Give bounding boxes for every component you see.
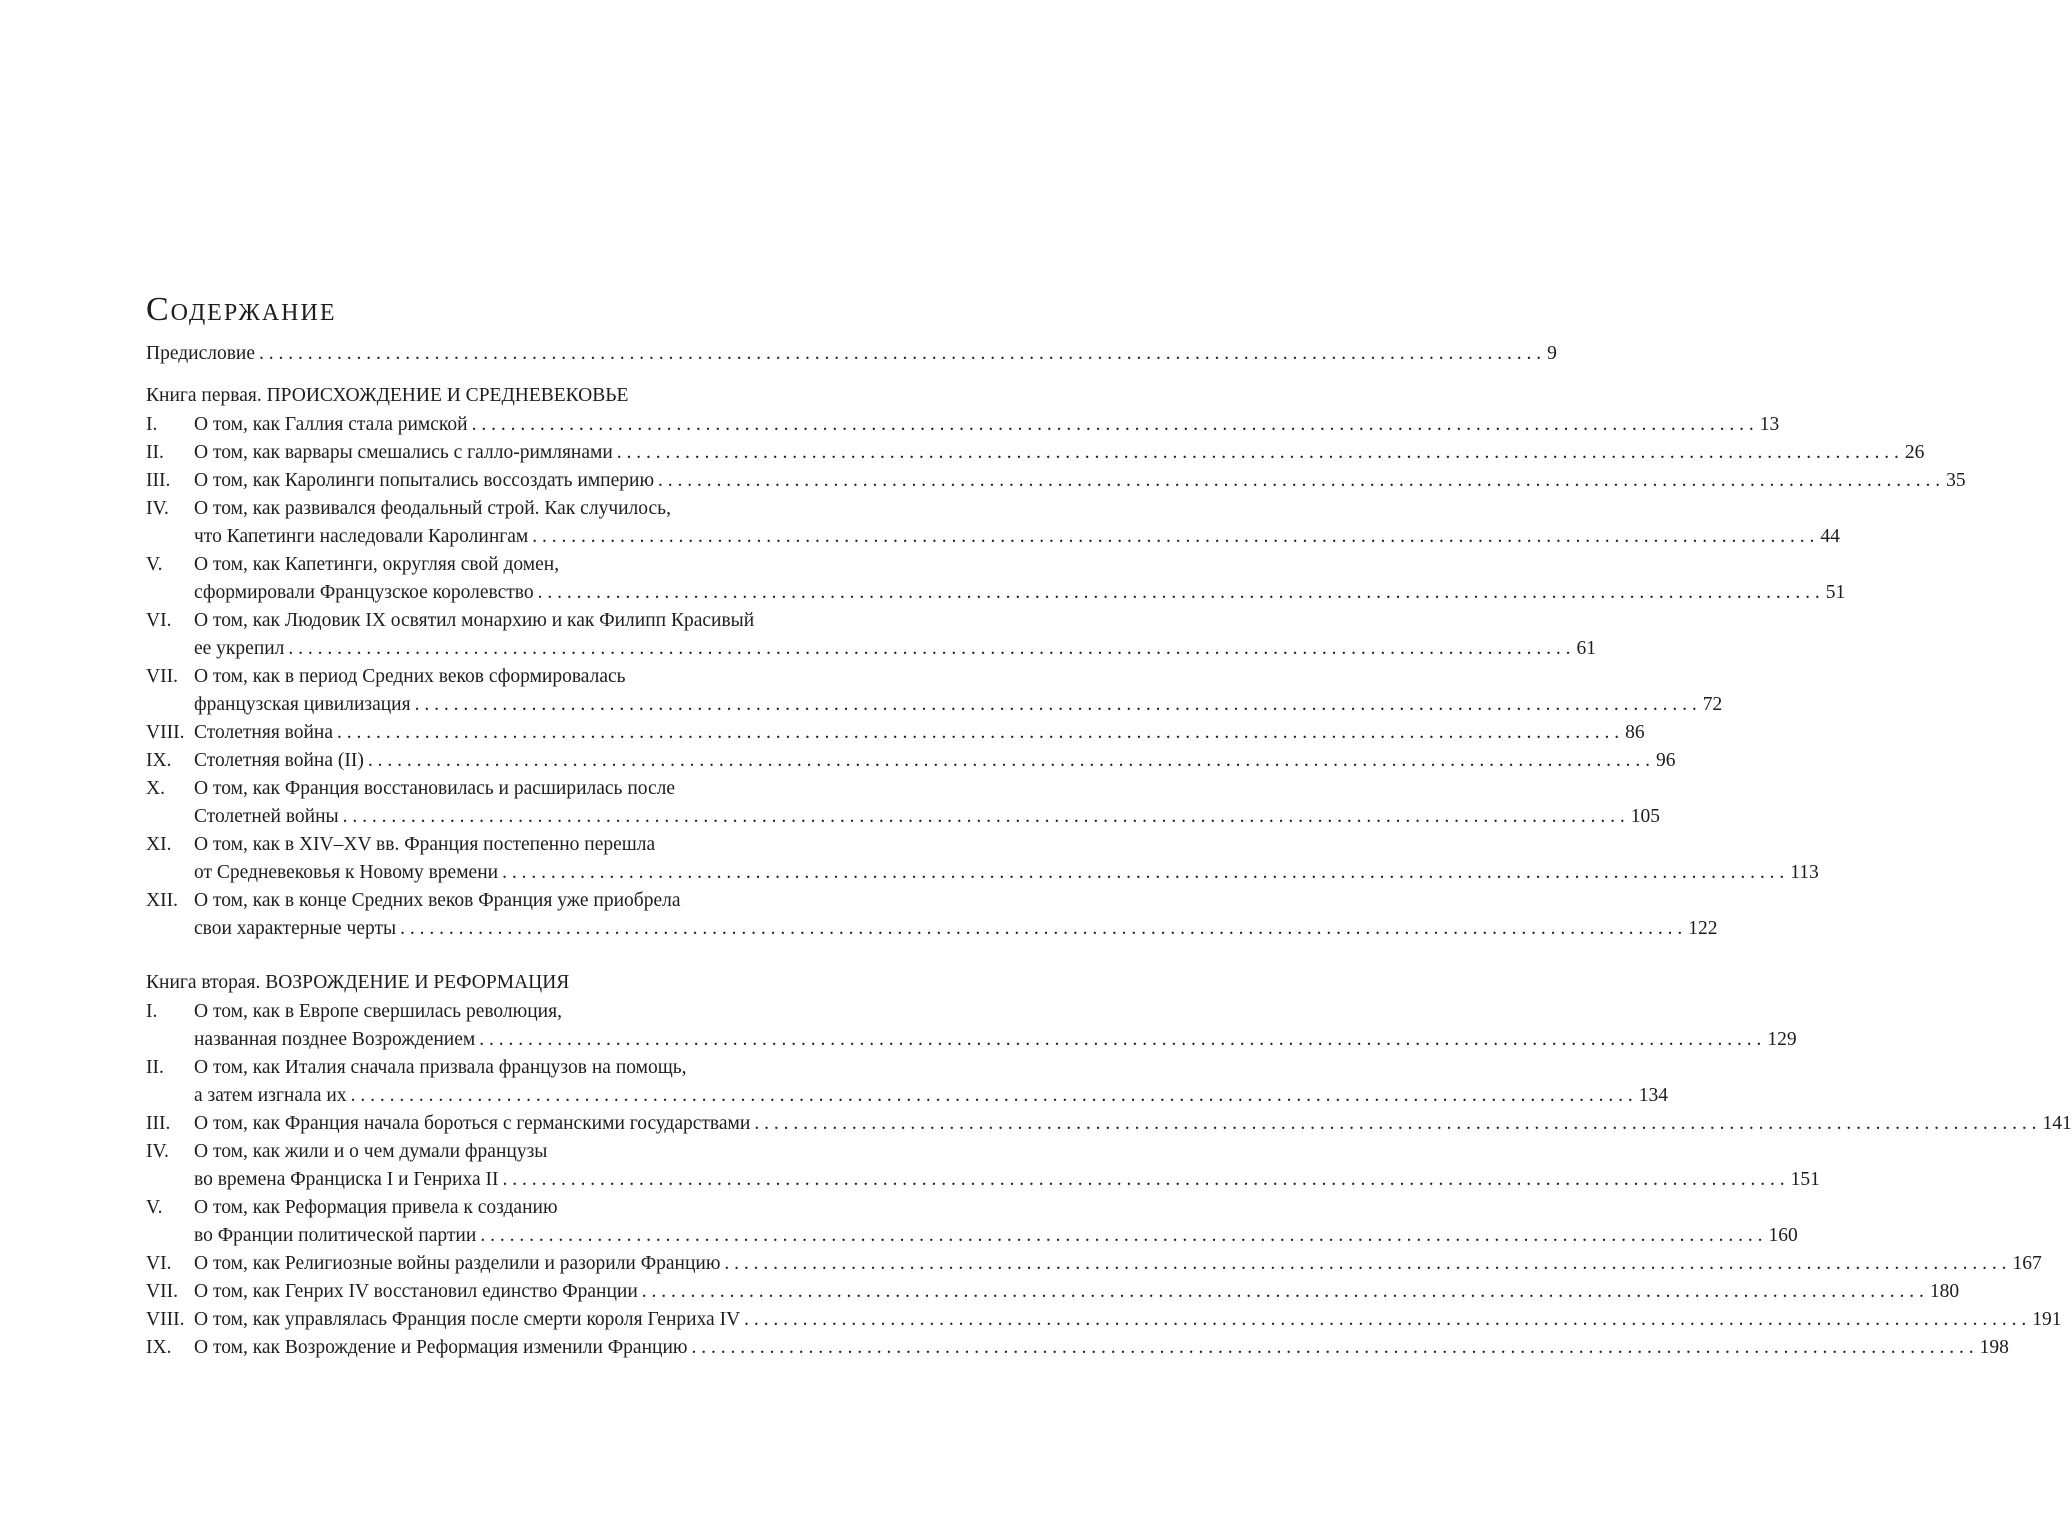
dot-leader xyxy=(351,1082,1633,1110)
book-heading: Книга первая. ПРОИСХОЖДЕНИЕ И СРЕДНЕВЕКОВЬЕ xyxy=(146,385,629,406)
chapter-title-line: О том, как жили и о чем думали французы xyxy=(194,1141,548,1162)
chapter-title-line: О том, как Капетинги, округляя свой домен, xyxy=(194,554,560,575)
toc-entry xyxy=(146,747,1676,775)
toc-entry xyxy=(146,1054,1668,1110)
chapter-title-line: О том, как Италия сначала призвала французов на помощь, xyxy=(194,1057,687,1078)
chapter-number: VIII. xyxy=(146,1309,185,1330)
page-number: 35 xyxy=(1946,470,1966,491)
dot-leader xyxy=(400,915,1682,943)
page-number: 72 xyxy=(1702,694,1723,715)
page-number: 151 xyxy=(1790,1169,1820,1190)
toc-entry xyxy=(146,887,1718,943)
chapter-title-line: а затем изгнала их xyxy=(194,1085,347,1106)
chapter-title-line: О том, как Религиозные войны разделили и разорили Францию xyxy=(194,1253,721,1274)
dot-leader xyxy=(288,635,1570,663)
chapter-number: VII. xyxy=(146,1281,178,1302)
dot-leader xyxy=(658,467,1940,495)
chapter-title-line: О том, как в XIV–XV вв. Франция постепенно перешла xyxy=(194,834,656,855)
toc-entry xyxy=(146,551,1846,607)
chapter-title-line: во времена Франциска I и Генриха II xyxy=(194,1169,499,1190)
chapter-title-line: Столетняя война (II) xyxy=(194,750,364,771)
chapter-title-line: что Капетинги наследовали Каролингам xyxy=(194,526,529,547)
toc-entry xyxy=(146,411,1780,439)
chapter-title-line: О том, как Франция начала бороться с германскими государствами xyxy=(194,1113,751,1134)
dot-leader xyxy=(503,1166,1785,1194)
chapter-title-line: О том, как Людовик IX освятил монархию и как Филипп Красивый xyxy=(194,610,755,631)
dot-leader xyxy=(617,439,1899,467)
chapter-title-line: О том, как в Европе свершилась революция, xyxy=(194,1001,562,1022)
page-number: 9 xyxy=(1547,343,1557,364)
chapter-title-line: названная позднее Возрождением xyxy=(194,1029,476,1050)
chapter-title-line: во Франции политической партии xyxy=(194,1225,477,1246)
page-number: 191 xyxy=(2032,1309,2062,1330)
dot-leader xyxy=(259,340,1541,368)
table-of-contents xyxy=(146,340,2072,1362)
chapter-title-line: свои характерные черты xyxy=(194,918,397,939)
toc-entry xyxy=(146,1278,1960,1306)
dot-leader xyxy=(724,1250,2006,1278)
chapter-title-line: от Средневековья к Новому времени xyxy=(194,862,499,883)
chapter-title-line: О том, как в конце Средних веков Франция уже приобрела xyxy=(194,890,681,911)
page-number: 13 xyxy=(1759,414,1780,435)
page-number: 141 xyxy=(2042,1113,2072,1134)
page-number: 180 xyxy=(1929,1281,1960,1302)
chapter-number: V. xyxy=(146,1197,163,1218)
dot-leader xyxy=(754,1110,2036,1138)
toc-entry xyxy=(146,1194,1798,1250)
toc-entry xyxy=(146,719,1645,747)
dot-leader xyxy=(538,579,1820,607)
chapter-number: X. xyxy=(146,778,165,799)
chapter-number: IV. xyxy=(146,498,169,519)
chapter-number: I. xyxy=(146,414,158,435)
dot-leader xyxy=(502,859,1784,887)
toc-entry xyxy=(146,663,1723,719)
book-heading: Книга вторая. ВОЗРОЖДЕНИЕ И РЕФОРМАЦИЯ xyxy=(146,972,570,993)
dot-leader xyxy=(479,1026,1761,1054)
page-number: 134 xyxy=(1638,1085,1668,1106)
dot-leader xyxy=(343,803,1625,831)
dot-leader xyxy=(472,411,1754,439)
chapter-number: IV. xyxy=(146,1141,169,1162)
chapter-number: V. xyxy=(146,554,163,575)
page-number: 129 xyxy=(1767,1029,1797,1050)
dot-leader xyxy=(368,747,1650,775)
chapter-title-line: сформировали Французское королевство xyxy=(194,582,534,603)
page-number: 167 xyxy=(2012,1253,2042,1274)
chapter-title-line: О том, как управлялась Франция после смерти короля Генриха IV xyxy=(194,1309,741,1330)
chapter-number: III. xyxy=(146,1113,171,1134)
chapter-title-line: Столетняя война xyxy=(194,722,334,743)
toc-entry-preface xyxy=(146,340,1557,368)
toc-entry xyxy=(146,439,1925,467)
toc-entry xyxy=(146,775,1660,831)
page-number: 113 xyxy=(1790,862,1819,883)
chapter-title-line: О том, как Генрих IV восстановил единство Франции xyxy=(194,1281,638,1302)
toc-entry xyxy=(146,1138,1820,1194)
chapter-number: IX. xyxy=(146,750,172,771)
dot-leader xyxy=(642,1278,1924,1306)
page-number: 61 xyxy=(1576,638,1597,659)
toc-entry xyxy=(146,1306,2062,1334)
chapter-title-line: О том, как Каролинги попытались воссоздать империю xyxy=(194,470,655,491)
toc-entry xyxy=(146,1334,2009,1362)
page-number: 122 xyxy=(1688,918,1718,939)
page-number: 86 xyxy=(1625,722,1645,743)
chapter-number: IX. xyxy=(146,1337,172,1358)
page-number: 96 xyxy=(1656,750,1676,771)
chapter-title-line: О том, как Реформация привела к созданию xyxy=(194,1197,558,1218)
books-list xyxy=(146,382,2072,1362)
toc-entry xyxy=(146,1110,2072,1138)
page-title: Содержание xyxy=(146,291,337,328)
dot-leader xyxy=(691,1334,1973,1362)
page-number: 105 xyxy=(1630,806,1660,827)
dot-leader xyxy=(415,691,1697,719)
chapter-title-line: О том, как варвары смешались с галло-римлянами xyxy=(194,442,613,463)
chapter-number: II. xyxy=(146,442,164,463)
preface-label: Предисловие xyxy=(146,343,256,364)
chapter-title-line: О том, как Франция восстановилась и расширилась после xyxy=(194,778,676,799)
dot-leader xyxy=(744,1306,2026,1334)
chapter-number: I. xyxy=(146,1001,158,1022)
page-number: 160 xyxy=(1768,1225,1798,1246)
chapter-title-line: О том, как в период Средних веков сформировалась xyxy=(194,666,626,687)
chapter-number: XII. xyxy=(146,890,178,911)
chapter-number: II. xyxy=(146,1057,164,1078)
chapter-title-line: ее укрепил xyxy=(194,638,285,659)
toc-entry xyxy=(146,607,1597,663)
toc-entry xyxy=(146,998,1797,1054)
toc-entry xyxy=(146,1250,2042,1278)
chapter-number: III. xyxy=(146,470,171,491)
chapter-number: VI. xyxy=(146,1253,172,1274)
chapter-title-line: О том, как развивался феодальный строй. Как случилось, xyxy=(194,498,671,519)
toc-entry xyxy=(146,495,1840,551)
page-number: 51 xyxy=(1825,582,1846,603)
chapter-title-line: французская цивилизация xyxy=(194,694,411,715)
toc-entry xyxy=(146,467,1966,495)
chapter-number: XI. xyxy=(146,834,172,855)
page-number: 198 xyxy=(1979,1337,2009,1358)
page-number: 26 xyxy=(1904,442,1925,463)
chapter-title-line: О том, как Возрождение и Реформация изменили Францию xyxy=(194,1337,688,1358)
toc-entry xyxy=(146,831,1819,887)
chapter-number: VI. xyxy=(146,610,172,631)
chapter-number: VIII. xyxy=(146,722,185,743)
chapter-title-line: Столетней войны xyxy=(194,806,339,827)
chapter-title-line: О том, как Галлия стала римской xyxy=(194,414,468,435)
dot-leader xyxy=(337,719,1619,747)
dot-leader xyxy=(532,523,1814,551)
chapter-number: VII. xyxy=(146,666,178,687)
page-number: 44 xyxy=(1820,526,1840,547)
dot-leader xyxy=(480,1222,1762,1250)
